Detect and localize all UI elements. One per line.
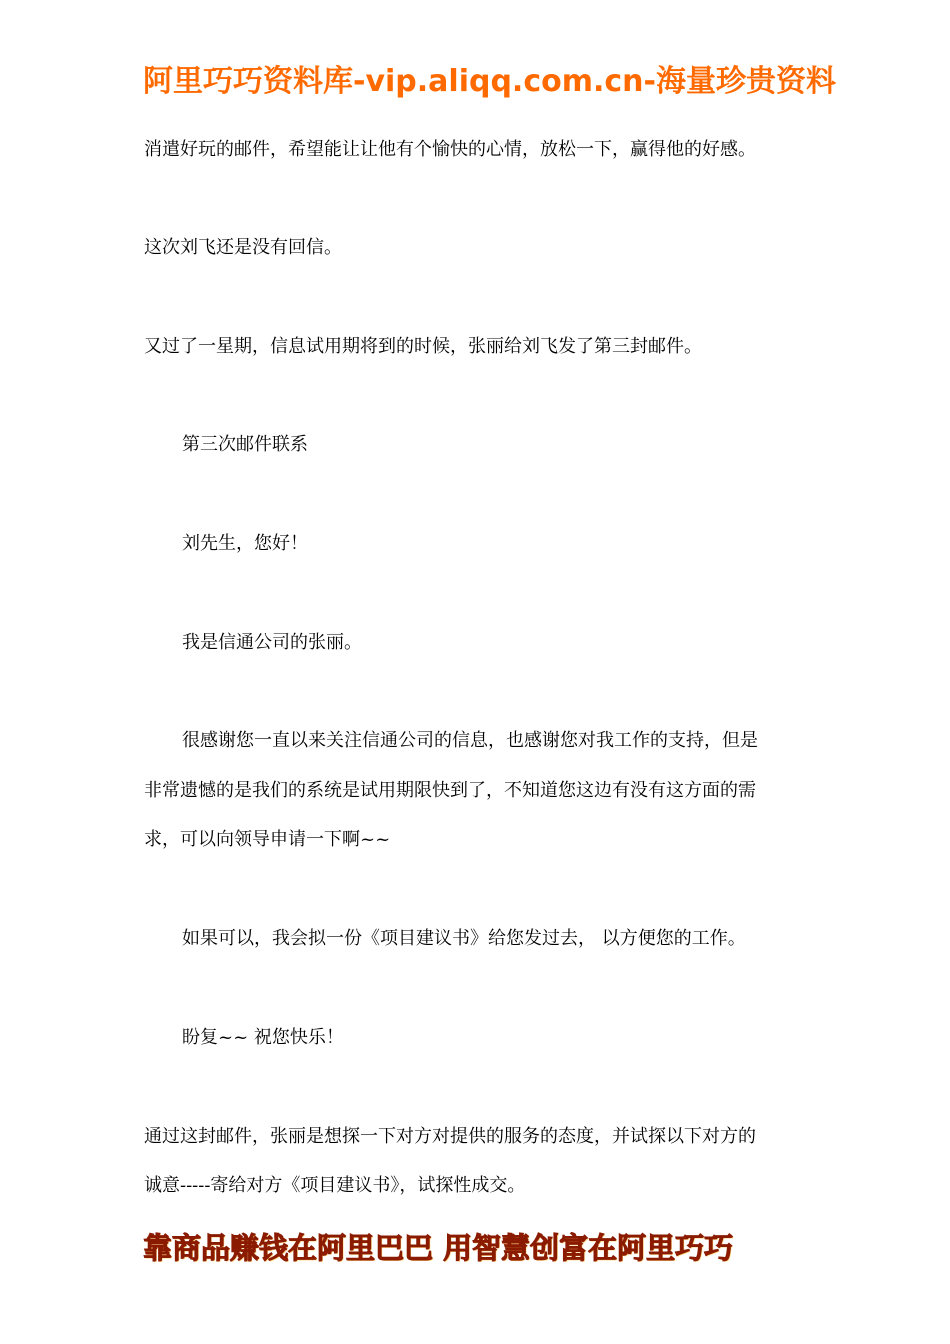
email-intro: 我是信通公司的张丽。	[182, 632, 362, 653]
paragraph-line: 通过这封邮件，张丽是想探一下对方对提供的服务的态度，并试探以下对方的	[144, 1126, 756, 1147]
email-greeting: 刘先生，您好！	[182, 533, 308, 554]
paragraph-line: 诚意-----寄给对方《项目建议书》，试探性成交。	[144, 1175, 526, 1196]
email-body-line: 如果可以，我会拟一份《项目建议书》给您发过去， 以方便您的工作。	[182, 928, 746, 949]
email-heading: 第三次邮件联系	[182, 434, 308, 455]
paragraph-line: 消遣好玩的邮件，希望能让让他有个愉快的心情，放松一下，赢得他的好感。	[144, 139, 756, 160]
email-body-line: 求，可以向领导申请一下啊~~	[144, 829, 391, 850]
paragraph-line: 这次刘飞还是没有回信。	[144, 237, 342, 258]
paragraph-line: 又过了一星期，信息试用期将到的时候，张丽给刘飞发了第三封邮件。	[144, 336, 702, 357]
email-closing: 盼复~~ 祝您快乐！	[182, 1027, 344, 1048]
footer-banner: 靠商品赚钱在阿里巴巴 用智慧创富在阿里巧巧	[143, 1231, 734, 1265]
header-banner: 阿里巧巧资料库-vip.aliqq.com.cn-海量珍贵资料	[143, 64, 836, 99]
email-body-line: 很感谢您一直以来关注信通公司的信息，也感谢您对我工作的支持，但是	[182, 730, 758, 751]
email-body-line: 非常遗憾的是我们的系统是试用期限快到了，不知道您这边有没有这方面的需	[144, 780, 756, 801]
